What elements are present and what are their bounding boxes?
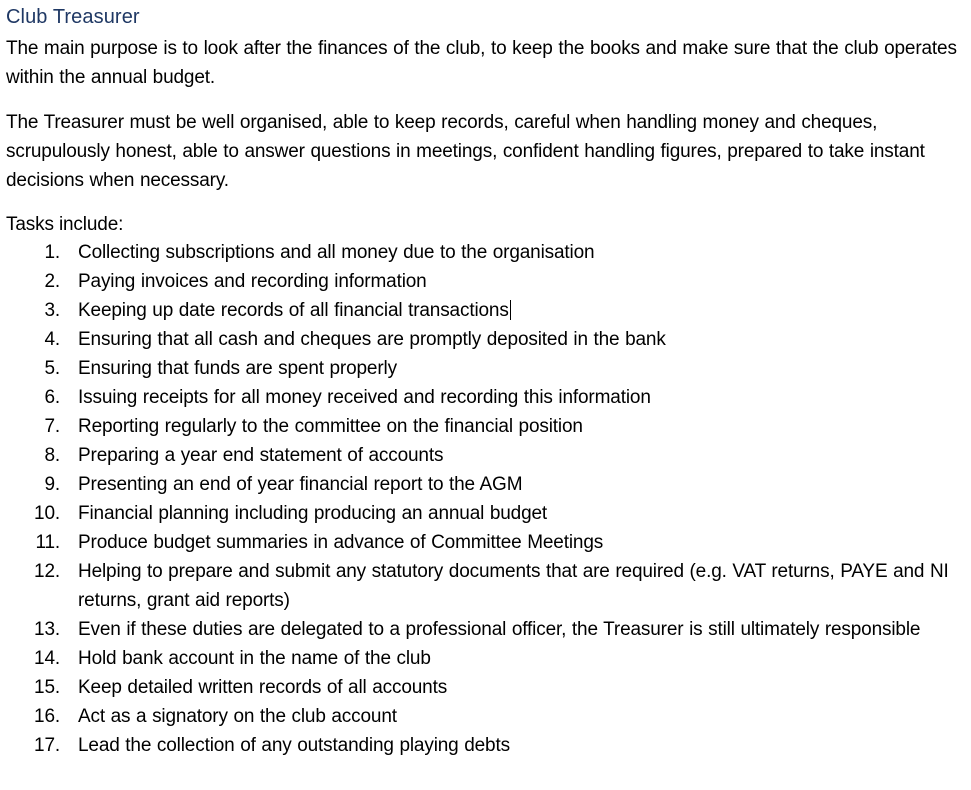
list-item-text: Reporting regularly to the committee on the financial position <box>78 416 583 437</box>
qualities-paragraph: The Treasurer must be well organised, able to keep records, careful when handling money and cheques, scrupulously honest, able to answer questions in meetings, confident handling figures, prepared to take instant decisions when necessary. <box>6 112 925 191</box>
list-item <box>6 354 965 383</box>
list-item-text: Keep detailed written records of all accounts <box>78 677 448 698</box>
list-item-number: 9. <box>44 474 60 495</box>
list-item-text: Lead the collection of any outstanding playing debts <box>78 735 510 756</box>
tasks-list <box>6 238 965 760</box>
text-cursor <box>510 300 511 320</box>
list-item <box>6 557 965 615</box>
list-item-text: Even if these duties are delegated to a professional officer, the Treasurer is still ultimately responsible <box>78 619 921 640</box>
list-item-text: Keeping up date records of all financial transactions <box>78 300 509 321</box>
list-item-number: 11. <box>35 532 60 553</box>
list-item-text: Paying invoices and recording information <box>78 271 427 292</box>
list-item-number: 3. <box>44 300 60 321</box>
list-item <box>6 702 965 731</box>
list-item <box>6 644 965 673</box>
list-item <box>6 412 965 441</box>
list-item-number: 12. <box>34 561 60 582</box>
list-item-number: 17. <box>34 735 60 756</box>
list-item <box>6 267 965 296</box>
list-item-text: Ensuring that all cash and cheques are promptly deposited in the bank <box>78 329 666 350</box>
list-item-text: Financial planning including producing an annual budget <box>78 503 548 524</box>
list-item <box>6 325 965 354</box>
list-item <box>6 238 965 267</box>
list-item-number: 7. <box>44 416 60 437</box>
document-heading: Club Treasurer <box>6 6 140 28</box>
list-item-number: 15. <box>34 677 60 698</box>
list-item-number: 8. <box>44 445 60 466</box>
list-item-number: 4. <box>44 329 60 350</box>
list-item-text: Presenting an end of year financial report to the AGM <box>78 474 523 495</box>
list-item <box>6 383 965 412</box>
list-item-text: Produce budget summaries in advance of Committee Meetings <box>78 532 604 553</box>
list-item <box>6 528 965 557</box>
list-item-number: 5. <box>44 358 60 379</box>
list-item-number: 2. <box>44 271 60 292</box>
list-item <box>6 470 965 499</box>
list-item-text: Helping to prepare and submit any statutory documents that are required (e.g. VAT returns, PAYE and NI returns, grant aid reports) <box>78 561 949 611</box>
tasks-label: Tasks include: <box>6 214 124 235</box>
list-item-text: Hold bank account in the name of the club <box>78 648 431 669</box>
list-item-text: Collecting subscriptions and all money due to the organisation <box>78 242 595 263</box>
list-item-text: Preparing a year end statement of accounts <box>78 445 444 466</box>
list-item-text: Act as a signatory on the club account <box>78 706 397 727</box>
list-item-number: 13. <box>34 619 60 640</box>
list-item <box>6 731 965 760</box>
list-item <box>6 296 965 325</box>
list-item-number: 1. <box>44 242 60 263</box>
list-item <box>6 499 965 528</box>
list-item <box>6 615 965 644</box>
list-item-text: Ensuring that funds are spent properly <box>78 358 397 379</box>
list-item-number: 16. <box>34 706 60 727</box>
list-item-number: 14. <box>34 648 60 669</box>
list-item-text: Issuing receipts for all money received and recording this information <box>78 387 651 408</box>
purpose-paragraph: The main purpose is to look after the finances of the club, to keep the books and make sure that the club operates within the annual budget. <box>6 38 957 88</box>
list-item <box>6 441 965 470</box>
list-item-number: 10. <box>34 503 60 524</box>
list-item <box>6 673 965 702</box>
list-item-number: 6. <box>44 387 60 408</box>
